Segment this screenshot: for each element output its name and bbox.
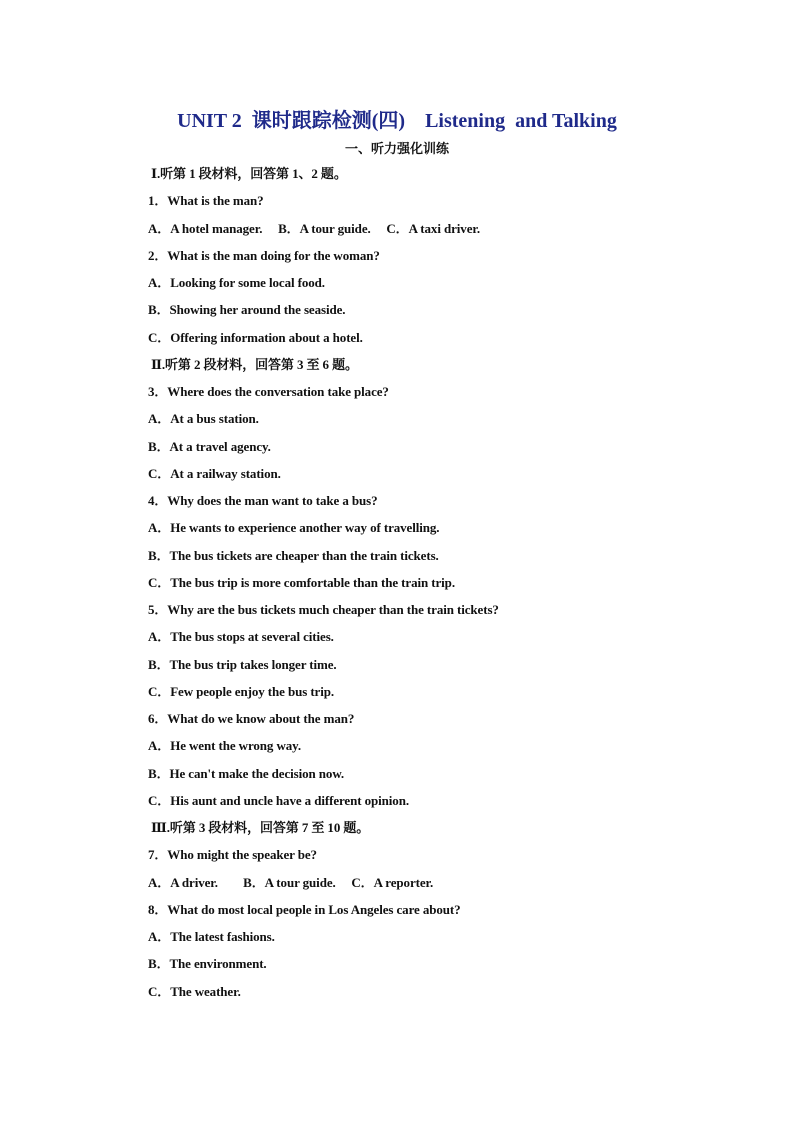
page-title: UNIT 2 课时跟踪检测(四) Listening and Talking [177, 110, 617, 132]
part-heading: Ⅲ.听第 3 段材料，回答第 7 至 10 题。 [151, 820, 370, 835]
part-heading: Ⅰ.听第 1 段材料，回答第 1、2 题。 [151, 166, 347, 181]
question-line: 7．Who might the speaker be? [148, 847, 317, 863]
option-line: B．He can't make the decision now. [148, 765, 345, 781]
question-line: 8．What do most local people in Los Angeles care about? [148, 901, 461, 917]
option-line: C．Offering information about a hotel. [148, 329, 363, 345]
part-heading: Ⅱ.听第 2 段材料，回答第 3 至 6 题。 [151, 356, 358, 372]
option-line: A．At a bus station. [148, 411, 259, 427]
option-line: C．His aunt and uncle have a different opinion. [148, 792, 409, 808]
section-heading: 一、听力强化训练 [344, 141, 449, 156]
option-line: C．The weather. [148, 983, 241, 999]
option-line: B．At a travel agency. [148, 438, 271, 454]
option-line: A．A hotel manager. B．A tour guide. C．A taxi driver. [148, 220, 480, 236]
option-line: B．The bus trip takes longer time. [148, 656, 337, 672]
option-line: A．He wants to experience another way of travelling. [148, 520, 440, 536]
question-line: 1．What is the man? [148, 193, 264, 209]
option-line: B．Showing her around the seaside. [148, 302, 346, 318]
question-line: 6．What do we know about the man? [148, 711, 355, 726]
option-line: C．At a railway station. [148, 465, 281, 481]
option-line: A．The latest fashions. [148, 929, 275, 944]
option-line: A．He went the wrong way. [148, 738, 301, 754]
option-line: C．The bus trip is more comfortable than the train trip. [148, 574, 455, 590]
option-line: B．The environment. [148, 956, 267, 972]
question-line: 3．Where does the conversation take place? [148, 384, 389, 399]
question-list [148, 165, 708, 1010]
option-line: C．Few people enjoy the bus trip. [148, 683, 335, 699]
option-line: A．The bus stops at several cities. [148, 629, 334, 645]
question-line: 4．Why does the man want to take a bus? [148, 493, 378, 508]
question-line: 2．What is the man doing for the woman? [148, 247, 380, 263]
question-line: 5．Why are the bus tickets much cheaper than the train tickets? [148, 602, 499, 617]
option-line: A．A driver. B．A tour guide. C．A reporter. [148, 874, 434, 890]
option-line: A．Looking for some local food. [148, 275, 325, 290]
option-line: B．The bus tickets are cheaper than the train tickets. [148, 547, 439, 563]
